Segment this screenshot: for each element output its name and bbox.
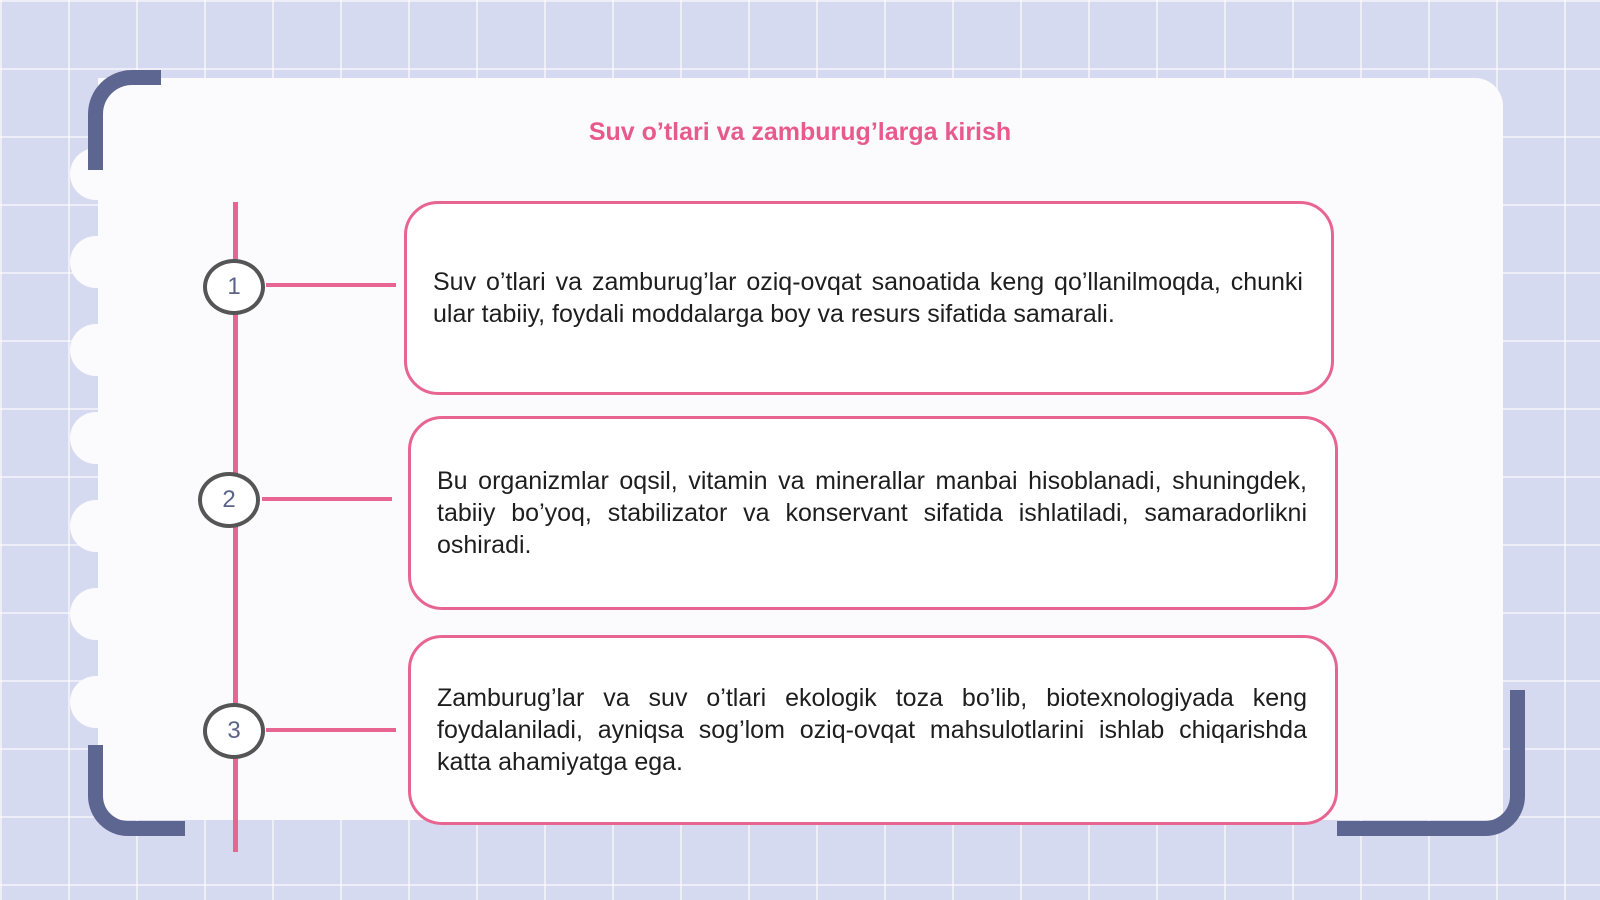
paper-scallop	[70, 676, 128, 728]
paper-scallop	[70, 324, 128, 376]
paper-scallop	[70, 588, 128, 640]
frame-corner-bottom-right	[1337, 690, 1525, 836]
timeline-connector	[262, 497, 392, 501]
slide-title: Suv o’tlari va zamburug’larga kirish	[588, 118, 1012, 146]
step-card-text: Suv o’tlari va zamburug’lar oziq-ovqat sanoatida keng qo’llanilmoqda, chunki ular tabiiy, foydali moddalarga boy va resurs sifatida samarali.	[433, 268, 1303, 328]
step-card-text: Bu organizmlar oqsil, vitamin va minerallar manbai hisoblanadi, shuningdek, tabiiy bo’yoq, stabilizator va konservant sifatida ishlatiladi, samaradorlikni oshiradi.	[437, 467, 1307, 559]
step-card	[408, 416, 1338, 610]
paper-scallop	[70, 236, 128, 288]
step-card-text: Zamburug’lar va suv o’tlari ekologik toza bo’lib, biotexnologiyada keng foydalaniladi, ayniqsa sog’lom oziq-ovqat mahsulotlarini ishlab chiqarishda katta ahamiyatga ega.	[437, 684, 1307, 776]
step-number: 2	[222, 486, 236, 513]
frame-corner-bottom-left	[88, 745, 185, 836]
step-number: 1	[227, 273, 241, 300]
timeline-connector	[266, 283, 396, 287]
step-number-circle	[203, 259, 265, 315]
timeline-connector	[266, 728, 396, 732]
step-card	[404, 201, 1334, 395]
paper-scallop	[70, 500, 128, 552]
paper-scallop	[70, 412, 128, 464]
step-number-circle	[198, 472, 260, 528]
step-number: 3	[227, 717, 241, 744]
step-number-circle	[203, 703, 265, 759]
step-card	[408, 635, 1338, 825]
